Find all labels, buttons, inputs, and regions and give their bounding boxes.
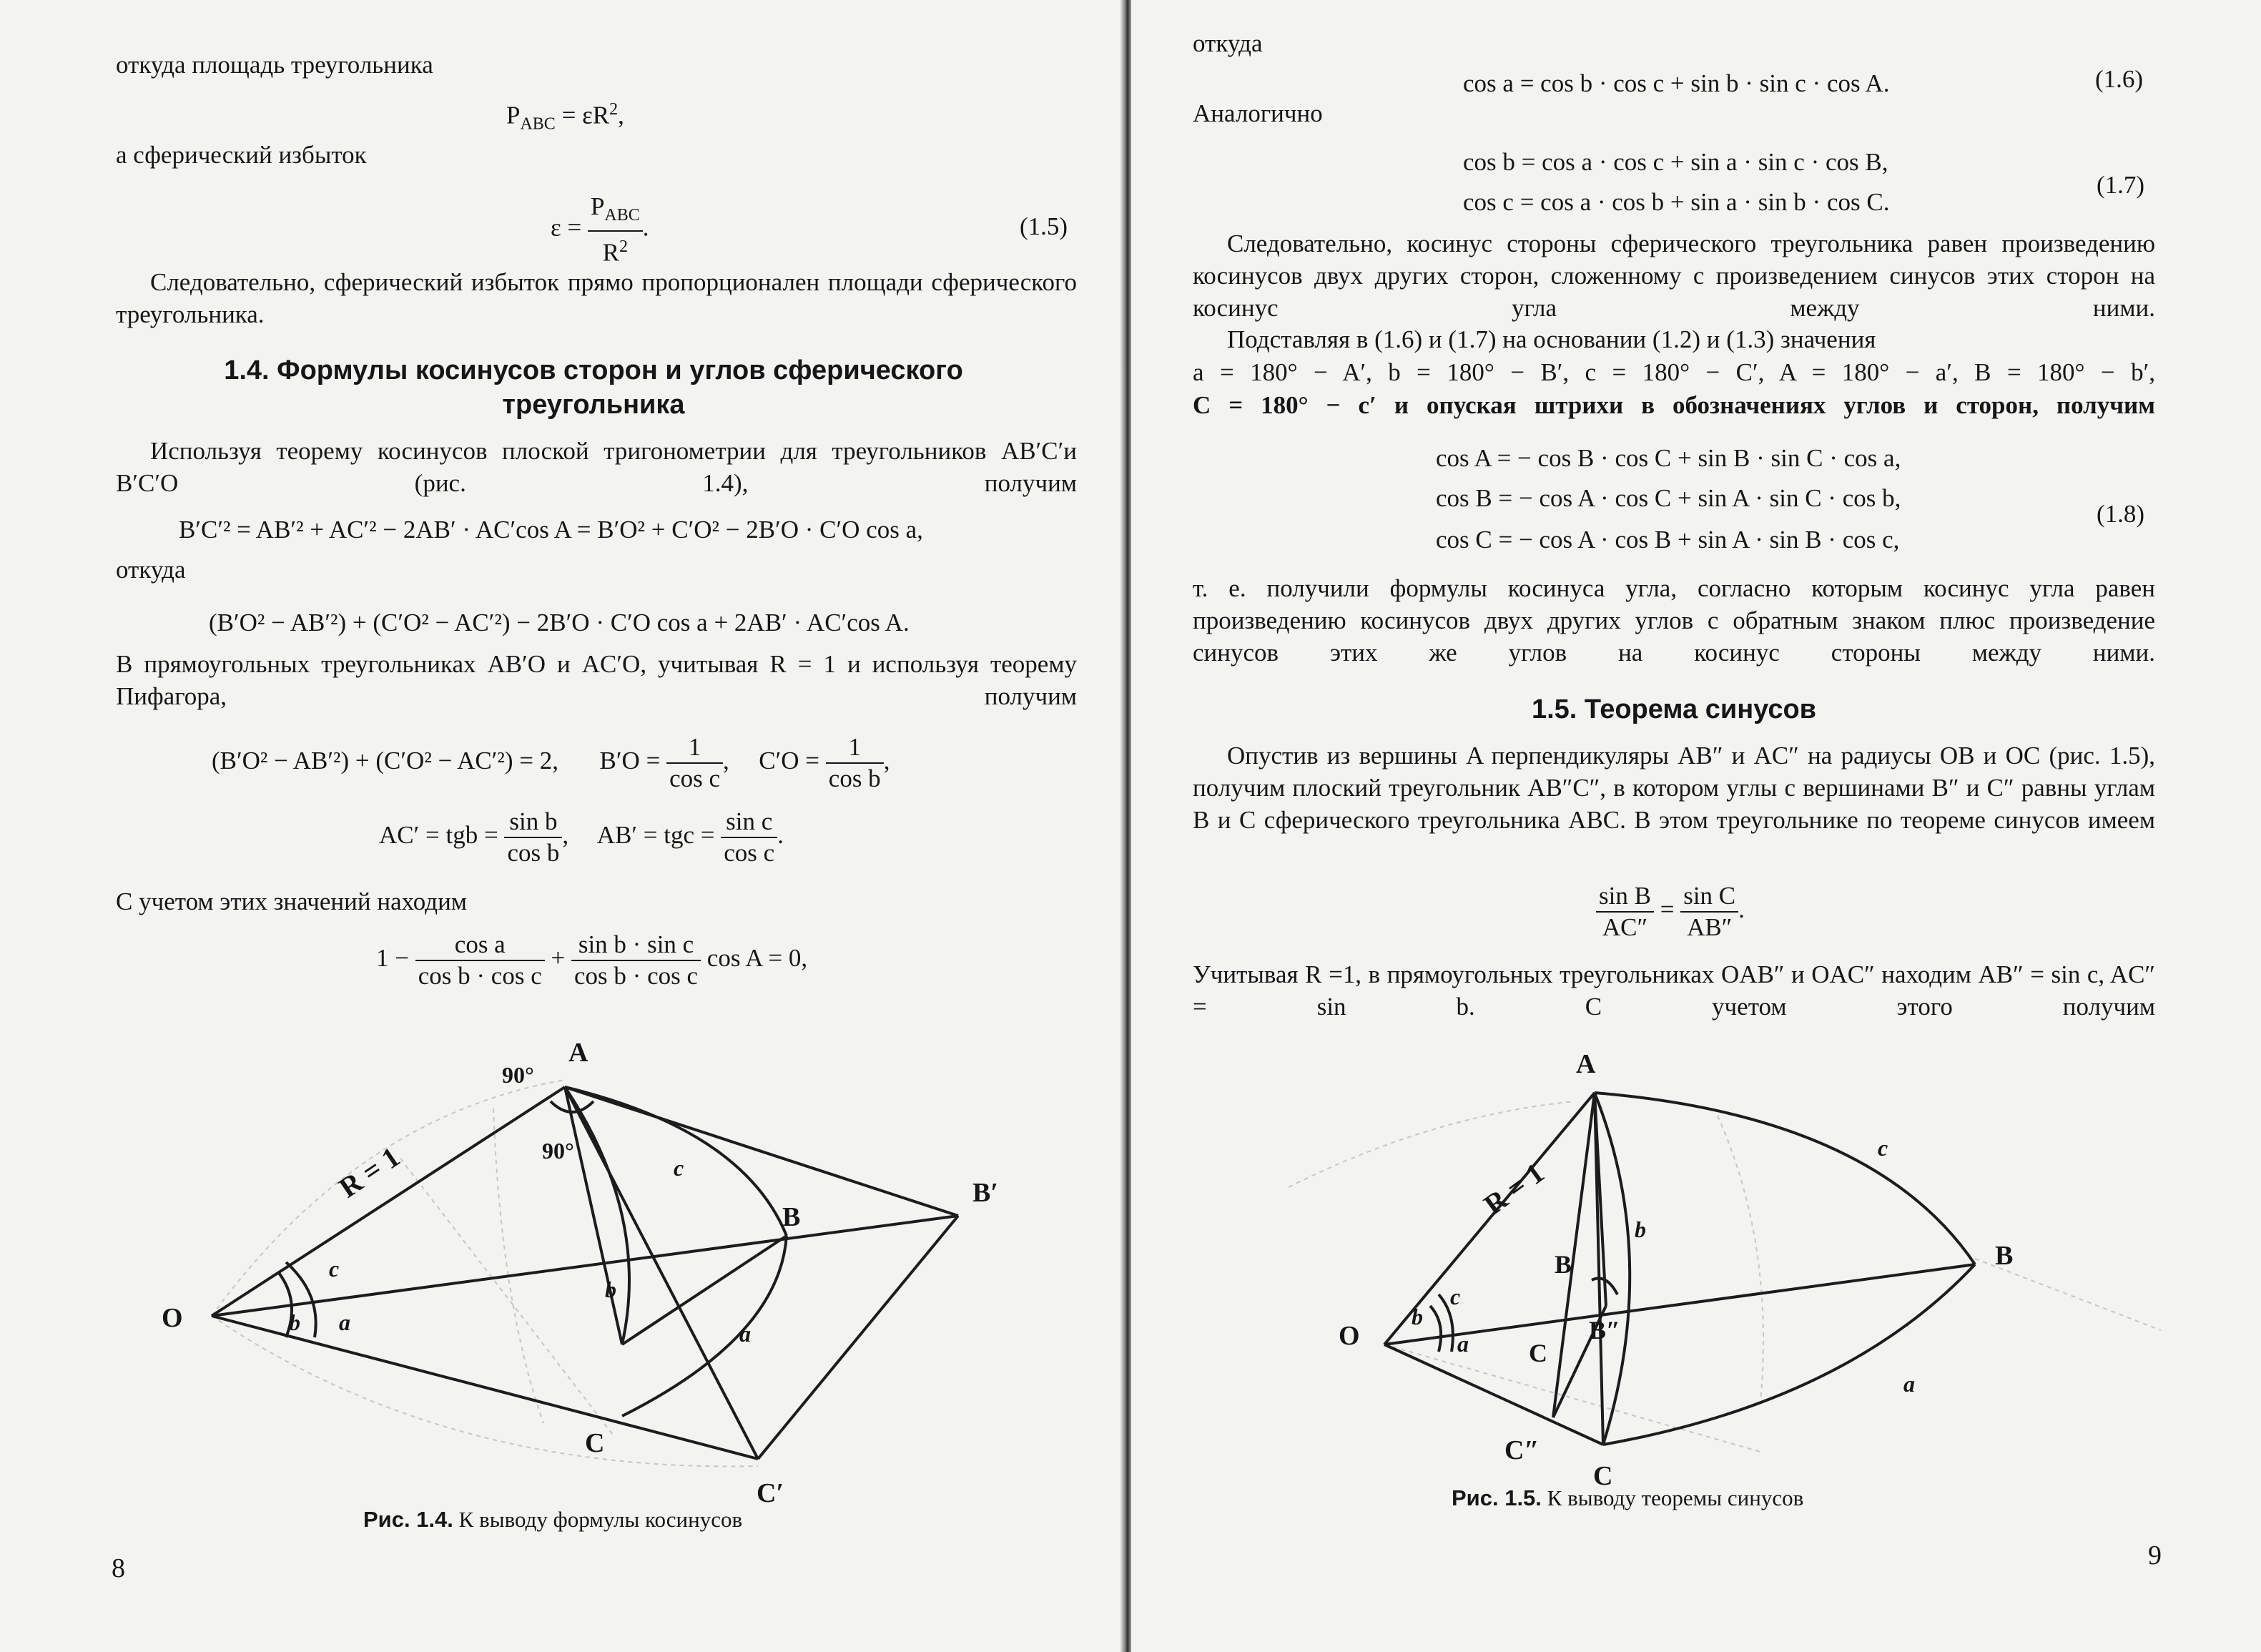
paragraph: Используя теорему косинусов плоской тригонометрии для треугольников AB′C′и B′C′O (рис. 1.4), получим [116,437,1077,497]
label-radius: R = 1 [332,1140,406,1204]
equation-1-8b: cos B = − cos A · cos C + sin A · sin C · cos b, [1436,484,1901,512]
label-A: A [568,1038,588,1068]
paragraph: Следовательно, сферический избыток прямо пропорционален площади сферического треугольника. [116,268,1077,328]
equation-1-7a: cos b = cos a · cos c + sin a · sin c · cos B, [1463,148,1888,176]
label-arc-b: b [605,1277,616,1302]
page-number: 9 [2148,1540,2162,1570]
label-arc-b: b [1635,1216,1646,1242]
figure-1-4 [0,0,1124,1652]
paragraph: т. е. получили формулы косинуса угла, согласно которым косинус угла равен произведению косинусов двух других углов с обратным знаком плюс произведение синусов этих же углов на косинус стороны между ними. [1193,574,2155,667]
paragraph: В прямоугольных треугольниках AB′O и AC′O, учитывая R = 1 и используя теорему Пифагора, получим [116,650,1077,710]
figure-caption: Рис. 1.4. К выводу формулы косинусов [363,1507,743,1532]
label-angle-90: 90° [542,1138,574,1164]
label-C-prime: C′ [757,1478,784,1508]
label-arc-a: a [739,1321,751,1347]
label-O: O [1339,1321,1360,1351]
section-heading: 1.5. Теорема синусов [1531,694,1817,724]
equation-area: $P_{ABC} = \varepsilon R^2$, [506,100,624,134]
label-a: a [1457,1331,1469,1357]
label-C-double-prime: C″ [1504,1435,1540,1465]
equation-tangents: AC′ = tgb = $\frac{\text{sin b}}{\text{cos b}}$ , AB′ = tgc = $\frac{\text{sin c}}{\text{cos c}}$ . [379,807,784,867]
text-line: откуда [116,556,186,584]
equation-expression: (B′O² − AB′²) + (C′O² − AC′²) − 2B′O · C′O cos a + 2AB′ · AC′cos A. [209,609,910,636]
label-O: O [162,1303,183,1333]
label-A: A [1576,1049,1596,1079]
text-line: С учетом этих значений находим [116,888,467,915]
text-line: откуда [1193,29,1263,57]
label-B-inner: B [1555,1250,1572,1279]
paragraph: Следовательно, косинус стороны сферического треугольника равен произведению косинусов двух других сторон, сложенному с произведением синусов этих сторон на косинус угла между ними. [1193,230,2155,322]
label-a: a [339,1309,350,1335]
label-angle-90: 90° [502,1062,534,1088]
page-number: 8 [112,1553,125,1583]
equation-1-8a: cos A = − cos B · cos C + sin B · sin C · cos a, [1436,444,1901,472]
label-arc-c: c [674,1155,684,1181]
label-B: B [782,1202,801,1232]
equation-law-of-cosines: B′C′² = AB′² + AC′² − 2AB′ · AC′cos A = B′O² + C′O² − 2B′O · C′O cos a, [179,516,923,544]
equation-1-8c: cos C = − cos A · cos B + sin A · sin B · cos c, [1436,526,1900,554]
label-C-inner: C [1529,1339,1547,1367]
text-line: откуда площадь треугольника [116,51,433,79]
figure-caption: Рис. 1.5. К выводу теоремы синусов [1452,1485,1804,1510]
equation-number: (1.7) [2097,171,2145,199]
figure-1-5 [1131,0,2261,1652]
label-radius: R = 1 [1477,1156,1550,1221]
label-B-prime: B′ [972,1178,999,1208]
text-line: C = 180° − c′ и опуская штрихи в обозначениях углов и сторон, получим [1193,391,2155,419]
label-c: c [329,1256,340,1282]
equation-result: 1 − $\frac{\text{cos a}}{\text{cos b · cos c}}$ + $\frac{\text{sin b · sin c}}{\text{cos b · cos c}}$ cos A = 0, [376,930,808,990]
equation-sine-ratio: $\frac{\text{sin B}}{AC''}$ = $\frac{\text{sin C}}{AB''}$ . [1596,881,1745,943]
paragraph: Опустив из вершины A перпендикуляры AB″ и AC″ на радиусы OB и OC (рис. 1.5), получим плоский треугольник AB″C″, в котором углы с вершинами B″ и C″ равны углам B и C сферического треугольника ABC. В этом треугольнике по теореме синусов имеем [1193,742,2155,834]
label-B-double-prime: B″ [1589,1316,1620,1344]
text-line: Аналогично [1193,99,1323,127]
equation-number: (1.5) [1020,212,1068,240]
label-B: B [1995,1241,2014,1271]
left-page [0,0,1124,1652]
label-c: c [1450,1284,1461,1309]
equation-1-6: cos a = cos b · cos c + sin b · sin c · cos A. [1463,69,1890,97]
equation-number: (1.8) [2097,500,2145,528]
text-line: a = 180° − A′, b = 180° − B′, c = 180° − C′, A = 180° − a′, B = 180° − b′, [1193,358,2155,386]
equation-number: (1.6) [2095,65,2144,93]
equation-1-7b: cos c = cos a · cos b + sin a · sin b · cos C. [1463,188,1890,216]
equation-1-5: ε = $\frac{P_{ABC}}{R^2}$ . [551,192,649,267]
text-line: Подставляя в (1.6) и (1.7) на основании (1.2) и (1.3) значения [1227,325,1876,353]
section-heading: 1.4. Формулы косинусов сторон и углов сферического треугольника [224,355,963,420]
paragraph: Учитывая R =1, в прямоугольных треугольниках OAB″ и OAC″ находим AB″ = sin c, AC″ = sin b. С учетом этого получим [1193,960,2155,1021]
label-b: b [1412,1304,1423,1329]
label-arc-a: a [1903,1371,1915,1397]
label-C: C [585,1428,605,1458]
text-line: а сферический избыток [116,141,367,169]
label-C: C [1593,1461,1613,1491]
equation-system: (B′O² − AB′²) + (C′O² − AC′²) = 2, B′O = $\frac{1}{\text{cos c}}$ , C′O = $\frac{1}{\text{cos b}}$ , [212,733,890,792]
label-arc-c: c [1878,1135,1888,1161]
right-page [1131,0,2261,1652]
label-b: b [289,1309,300,1335]
